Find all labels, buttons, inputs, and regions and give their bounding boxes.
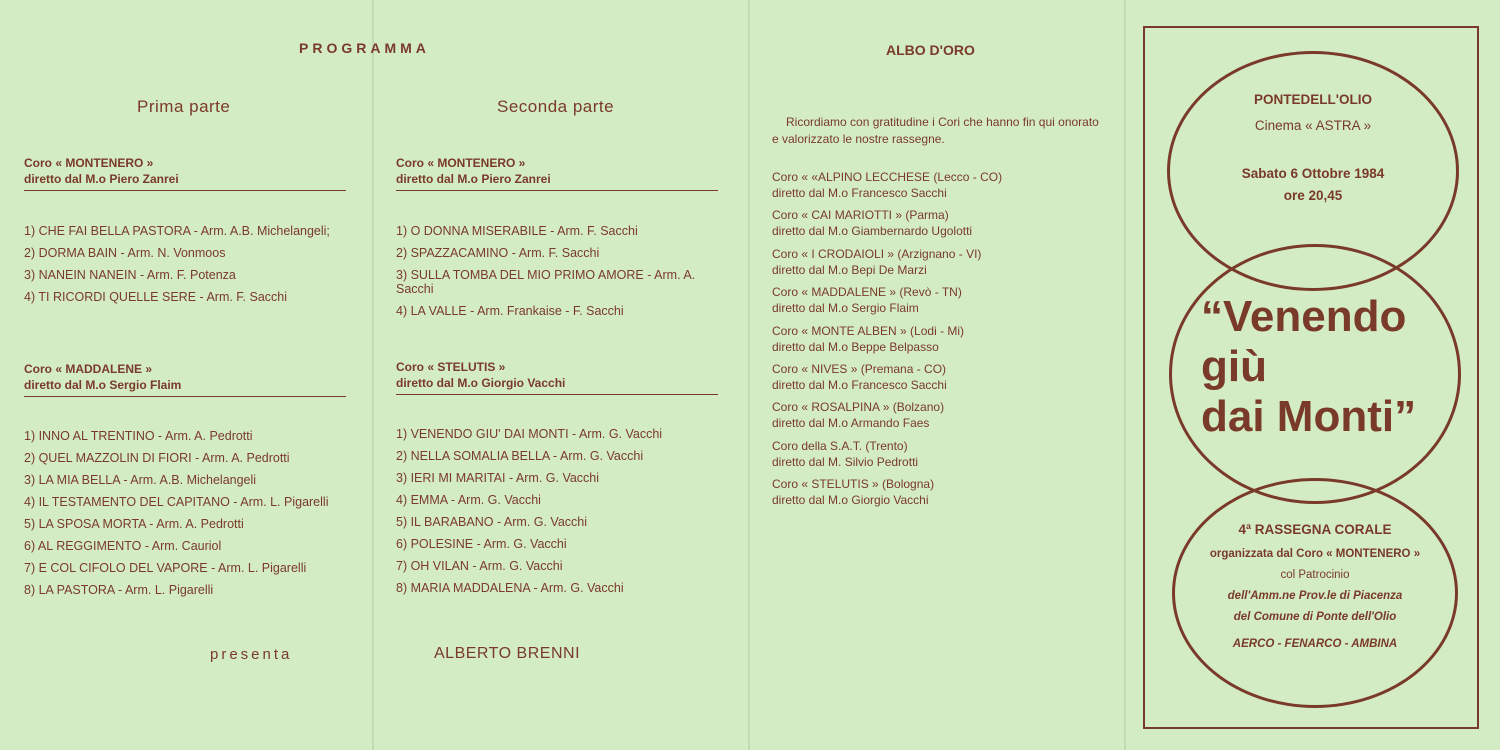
choir-header-montenero-1 — [24, 155, 346, 191]
song-list-seconda-stelutis — [396, 427, 662, 603]
albo-director: diretto dal M.o Sergio Flaim — [772, 301, 919, 316]
song-item: 4) EMMA - Arm. G. Vacchi — [396, 493, 541, 507]
song-item: 6) AL REGGIMENTO - Arm. Cauriol — [24, 539, 222, 553]
albo-director: diretto dal M.o Francesco Sacchi — [772, 186, 947, 200]
cover-title-line1: “Venendo — [1201, 292, 1407, 341]
albo-director: diretto dal M.o Francesco Sacchi — [772, 377, 947, 392]
fold-line-3 — [1124, 0, 1126, 750]
choir-header-maddalene — [24, 361, 346, 397]
prima-parte-title: Prima parte — [137, 97, 231, 116]
song-list-seconda-montenero — [396, 224, 726, 326]
choir-director: diretto dal M.o Giorgio Vacchi — [396, 376, 566, 390]
song-item: 7) E COL CIFOLO DEL VAPORE - Arm. L. Pigarelli — [24, 561, 307, 575]
song-list-prima-maddalene — [24, 429, 328, 605]
bottom-circle — [1172, 478, 1458, 708]
albo-director: diretto dal M. Silvio Pedrotti — [772, 454, 919, 469]
choir-director: diretto dal M.o Piero Zanrei — [396, 172, 551, 186]
albo-entry — [772, 284, 1002, 316]
albo-choir: Coro « CAI MARIOTTI » (Parma) — [772, 208, 949, 223]
albo-choir: Coro « MONTE ALBEN » (Lodi - Mi) — [772, 323, 965, 338]
song-item: 3) NANEIN NANEIN - Arm. F. Potenza — [24, 268, 236, 282]
song-item: 1) VENENDO GIU' DAI MONTI - Arm. G. Vacchi — [396, 427, 663, 441]
fold-line-1 — [372, 0, 374, 750]
albo-director: diretto dal M.o Bepi De Marzi — [772, 262, 927, 277]
song-item: 5) LA SPOSA MORTA - Arm. A. Pedrotti — [24, 517, 244, 531]
song-item: 6) POLESINE - Arm. G. Vacchi — [396, 537, 567, 551]
song-item: 3) SULLA TOMBA DEL MIO PRIMO AMORE - Arm. A. Sacchi — [396, 268, 696, 296]
cover-cinema: Cinema « ASTRA » — [1254, 118, 1372, 133]
albo-choir: Coro « MADDALENE » (Revò - TN) — [772, 285, 962, 300]
albo-entry — [772, 438, 1002, 470]
albo-director: diretto dal M.o Beppe Belpasso — [772, 339, 939, 354]
song-item: 8) MARIA MADDALENA - Arm. G. Vacchi — [396, 581, 624, 595]
albo-director: diretto dal M.o Giambernardo Ugolotti — [772, 224, 973, 239]
song-list-prima-montenero — [24, 224, 330, 312]
albo-director: diretto dal M.o Armando Faes — [772, 416, 930, 431]
fold-line-2 — [748, 0, 750, 750]
presenta-text: presenta — [210, 646, 293, 663]
cover-time: ore 20,45 — [1283, 188, 1343, 203]
albo-choir: Coro « I CRODAIOLI » (Arzignano - VI) — [772, 246, 982, 261]
albo-title: ALBO D'ORO — [886, 42, 975, 58]
cover-organizzata: organizzata dal Coro « MONTENERO » — [1209, 548, 1421, 560]
albo-choir: Coro « ROSALPINA » (Bolzano) — [772, 400, 945, 415]
cover-title-line2: giù — [1201, 342, 1267, 391]
choir-director: diretto dal M.o Sergio Flaim — [24, 378, 182, 392]
song-item: 8) LA PASTORA - Arm. L. Pigarelli — [24, 583, 214, 597]
seconda-parte-title: Seconda parte — [497, 97, 615, 116]
choir-header-stelutis — [396, 359, 718, 395]
song-item: 2) SPAZZACAMINO - Arm. F. Sacchi — [396, 246, 600, 260]
song-item: 4) TI RICORDI QUELLE SERE - Arm. F. Sacchi — [24, 290, 288, 304]
albo-entry — [772, 361, 1002, 393]
choir-name: Coro « MADDALENE » — [24, 362, 153, 376]
albo-director: diretto dal M.o Giorgio Vacchi — [772, 493, 929, 508]
albo-choir: Coro della S.A.T. (Trento) — [772, 438, 908, 453]
song-item: 3) IERI MI MARITAI - Arm. G. Vacchi — [396, 471, 600, 485]
song-item: 3) LA MIA BELLA - Arm. A.B. Michelangeli — [24, 473, 257, 487]
albo-entry — [772, 399, 1002, 431]
song-item: 5) IL BARABANO - Arm. G. Vacchi — [396, 515, 588, 529]
song-item: 7) OH VILAN - Arm. G. Vacchi — [396, 559, 563, 573]
choir-name: Coro « MONTENERO » — [24, 156, 154, 170]
choir-name: Coro « MONTENERO » — [396, 156, 526, 170]
albo-list — [772, 169, 1002, 515]
albo-entry — [772, 323, 1002, 355]
cover-title — [1201, 292, 1416, 442]
presenter-name: ALBERTO BRENNI — [434, 645, 581, 662]
cover-sigle: AERCO - FENARCO - AMBINA — [1232, 638, 1398, 650]
albo-choir: Coro « NIVES » (Premana - CO) — [772, 361, 947, 376]
song-item: 2) QUEL MAZZOLIN DI FIORI - Arm. A. Pedrotti — [24, 451, 290, 465]
cover-title-line3: dai Monti” — [1201, 392, 1417, 441]
choir-header-montenero-2 — [396, 155, 718, 191]
albo-choir: Coro « «ALPINO LECCHESE (Lecco - CO) — [772, 170, 1003, 184]
cover-place: PONTEDELL'OLIO — [1254, 92, 1372, 107]
cover-comune: del Comune di Ponte dell'Olio — [1233, 611, 1397, 623]
song-item: 1) O DONNA MISERABILE - Arm. F. Sacchi — [396, 224, 638, 238]
choir-director: diretto dal M.o Piero Zanrei — [24, 172, 179, 186]
song-item: 2) NELLA SOMALIA BELLA - Arm. G. Vacchi — [396, 449, 644, 463]
song-item: 4) LA VALLE - Arm. Frankaise - F. Sacchi — [396, 304, 624, 318]
albo-intro: Ricordiamo con gratitudine i Cori che hanno fin qui onorato e valorizzato le nostre rassegne. — [772, 115, 1099, 146]
albo-entry — [772, 246, 1002, 278]
cover-sponsor — [1175, 544, 1455, 655]
song-item: 1) CHE FAI BELLA PASTORA - Arm. A.B. Michelangeli; — [24, 224, 330, 238]
song-item: 1) INNO AL TRENTINO - Arm. A. Pedrotti — [24, 429, 253, 443]
albo-entry — [772, 207, 1002, 239]
cover-patrocinio: col Patrocinio — [1280, 569, 1350, 581]
albo-entry — [772, 169, 1002, 201]
cover-rassegna: 4ª RASSEGNA CORALE — [1238, 522, 1392, 537]
albo-entry — [772, 476, 1002, 508]
song-item: 4) IL TESTAMENTO DEL CAPITANO - Arm. L. Pigarelli — [24, 495, 329, 509]
choir-name: Coro « STELUTIS » — [396, 360, 506, 374]
song-item: 2) DORMA BAIN - Arm. N. Vonmoos — [24, 246, 226, 260]
cover-date: Sabato 6 Ottobre 1984 — [1241, 166, 1385, 181]
cover-amm: dell'Amm.ne Prov.le di Piacenza — [1227, 590, 1403, 602]
albo-choir: Coro « STELUTIS » (Bologna) — [772, 477, 935, 492]
programma-title: PROGRAMMA — [299, 40, 430, 56]
